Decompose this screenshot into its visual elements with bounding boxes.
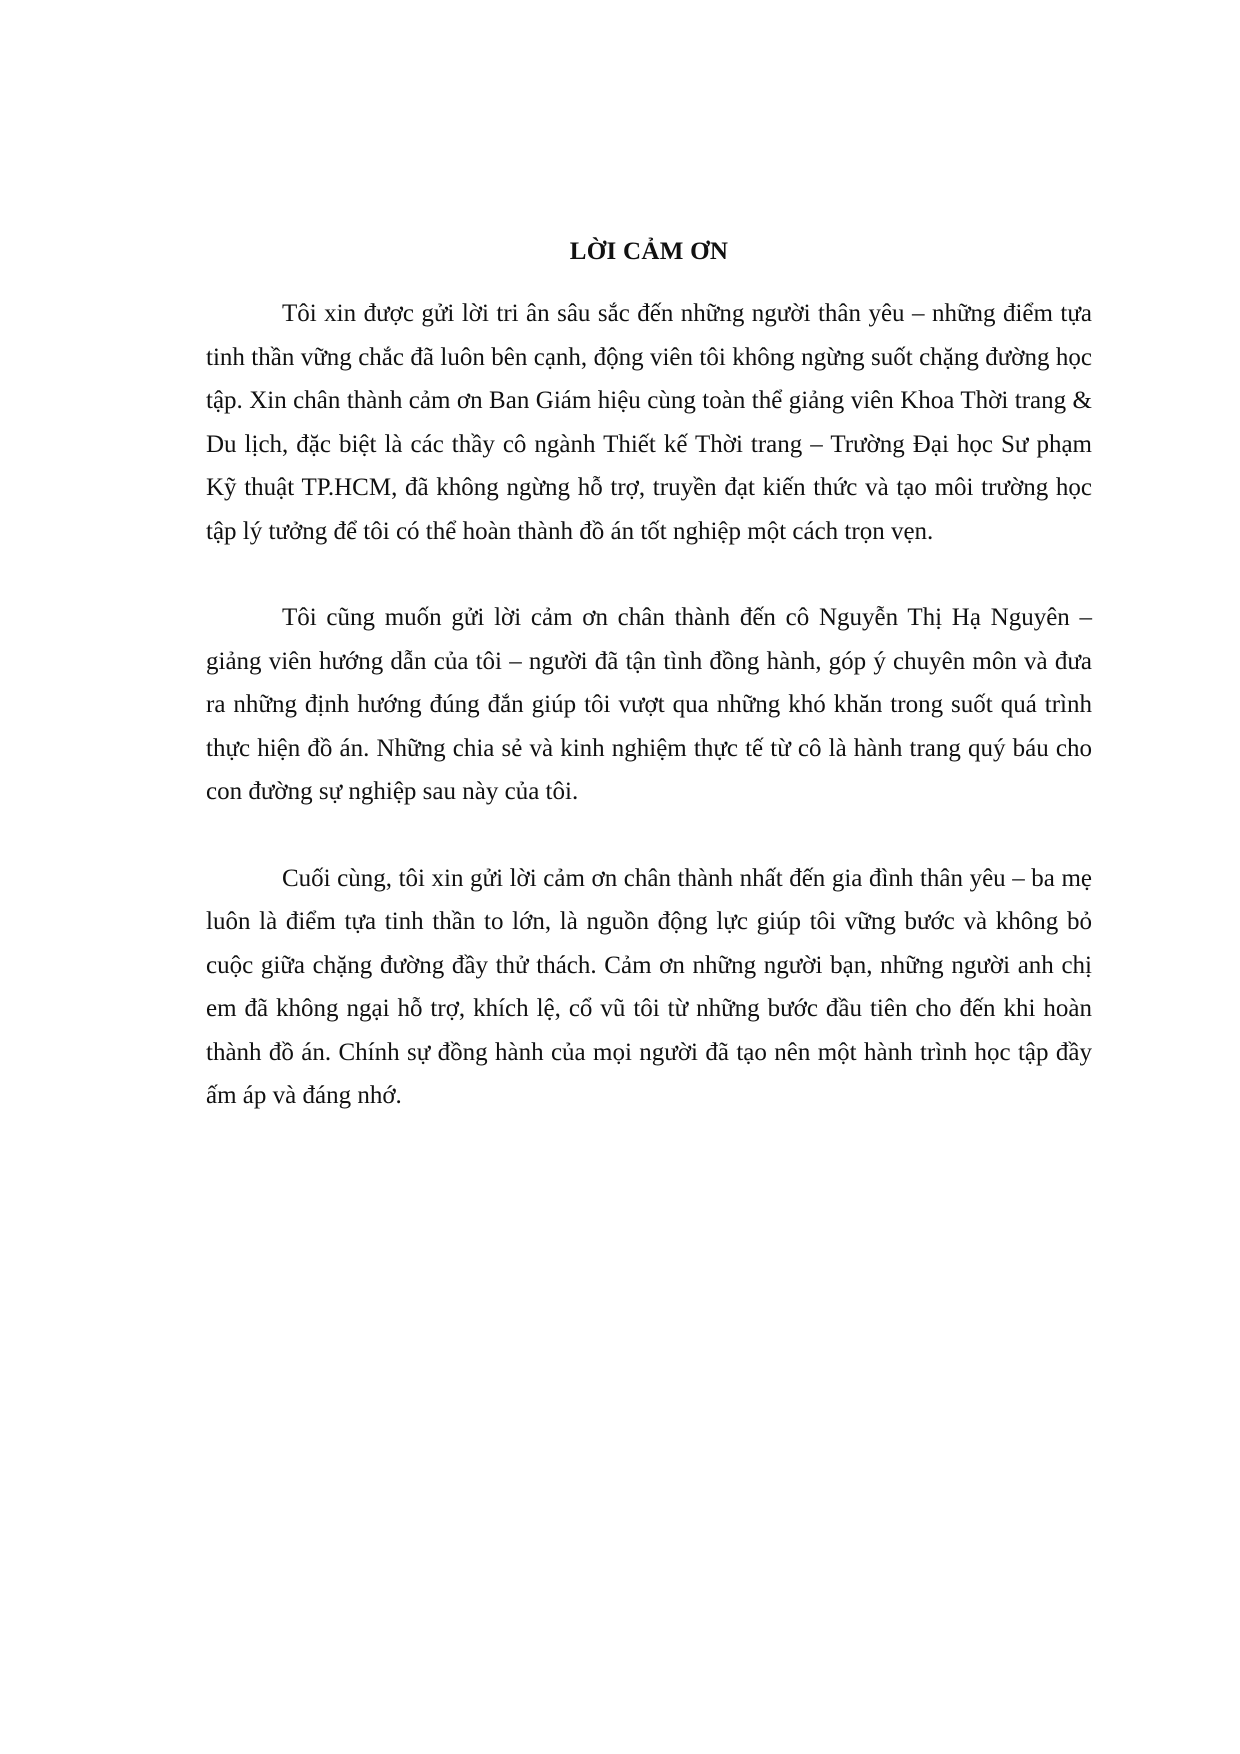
paragraph-gratitude-school: Tôi xin được gửi lời tri ân sâu sắc đến những người thân yêu – những điểm tựa tinh thần vững chắc đã luôn bên cạnh, động viên tôi không ngừng suốt chặng đường học tập. Xin chân thành cảm ơn Ban Giám hiệu cùng toàn thể giảng viên Khoa Thời trang & Du lịch, đặc biệt là các thầy cô ngành Thiết kế Thời trang – Trường Đại học Sư phạm Kỹ thuật TP.HCM, đã không ngừng hỗ trợ, truyền đạt kiến thức và tạo môi trường học tập lý tưởng để tôi có thể hoàn thành đồ án tốt nghiệp một cách trọn vẹn.: [206, 300, 1092, 545]
paragraph-gratitude-advisor: Tôi cũng muốn gửi lời cảm ơn chân thành đến cô Nguyễn Thị Hạ Nguyên – giảng viên hướng dẫn của tôi – người đã tận tình đồng hành, góp ý chuyên môn và đưa ra những định hướng đúng đắn giúp tôi vượt qua những khó khăn trong suốt quá trình thực hiện đồ án. Những chia sẻ và kinh nghiệm thực tế từ cô là hành trang quý báu cho con đường sự nghiệp sau này của tôi.: [206, 604, 1092, 805]
paragraph-gratitude-family: Cuối cùng, tôi xin gửi lời cảm ơn chân thành nhất đến gia đình thân yêu – ba mẹ luôn là điểm tựa tinh thần to lớn, là nguồn động lực giúp tôi vững bước và không bỏ cuộc giữa chặng đường đầy thử thách. Cảm ơn những người bạn, những người anh chị em đã không ngại hỗ trợ, khích lệ, cổ vũ tôi từ những bước đầu tiên cho đến khi hoàn thành đồ án. Chính sự đồng hành của mọi người đã tạo nên một hành trình học tập đầy ấm áp và đáng nhớ.: [206, 864, 1092, 1109]
page-title: LỜI CẢM ƠN: [569, 238, 729, 265]
acknowledgement-section: [206, 232, 1092, 1118]
